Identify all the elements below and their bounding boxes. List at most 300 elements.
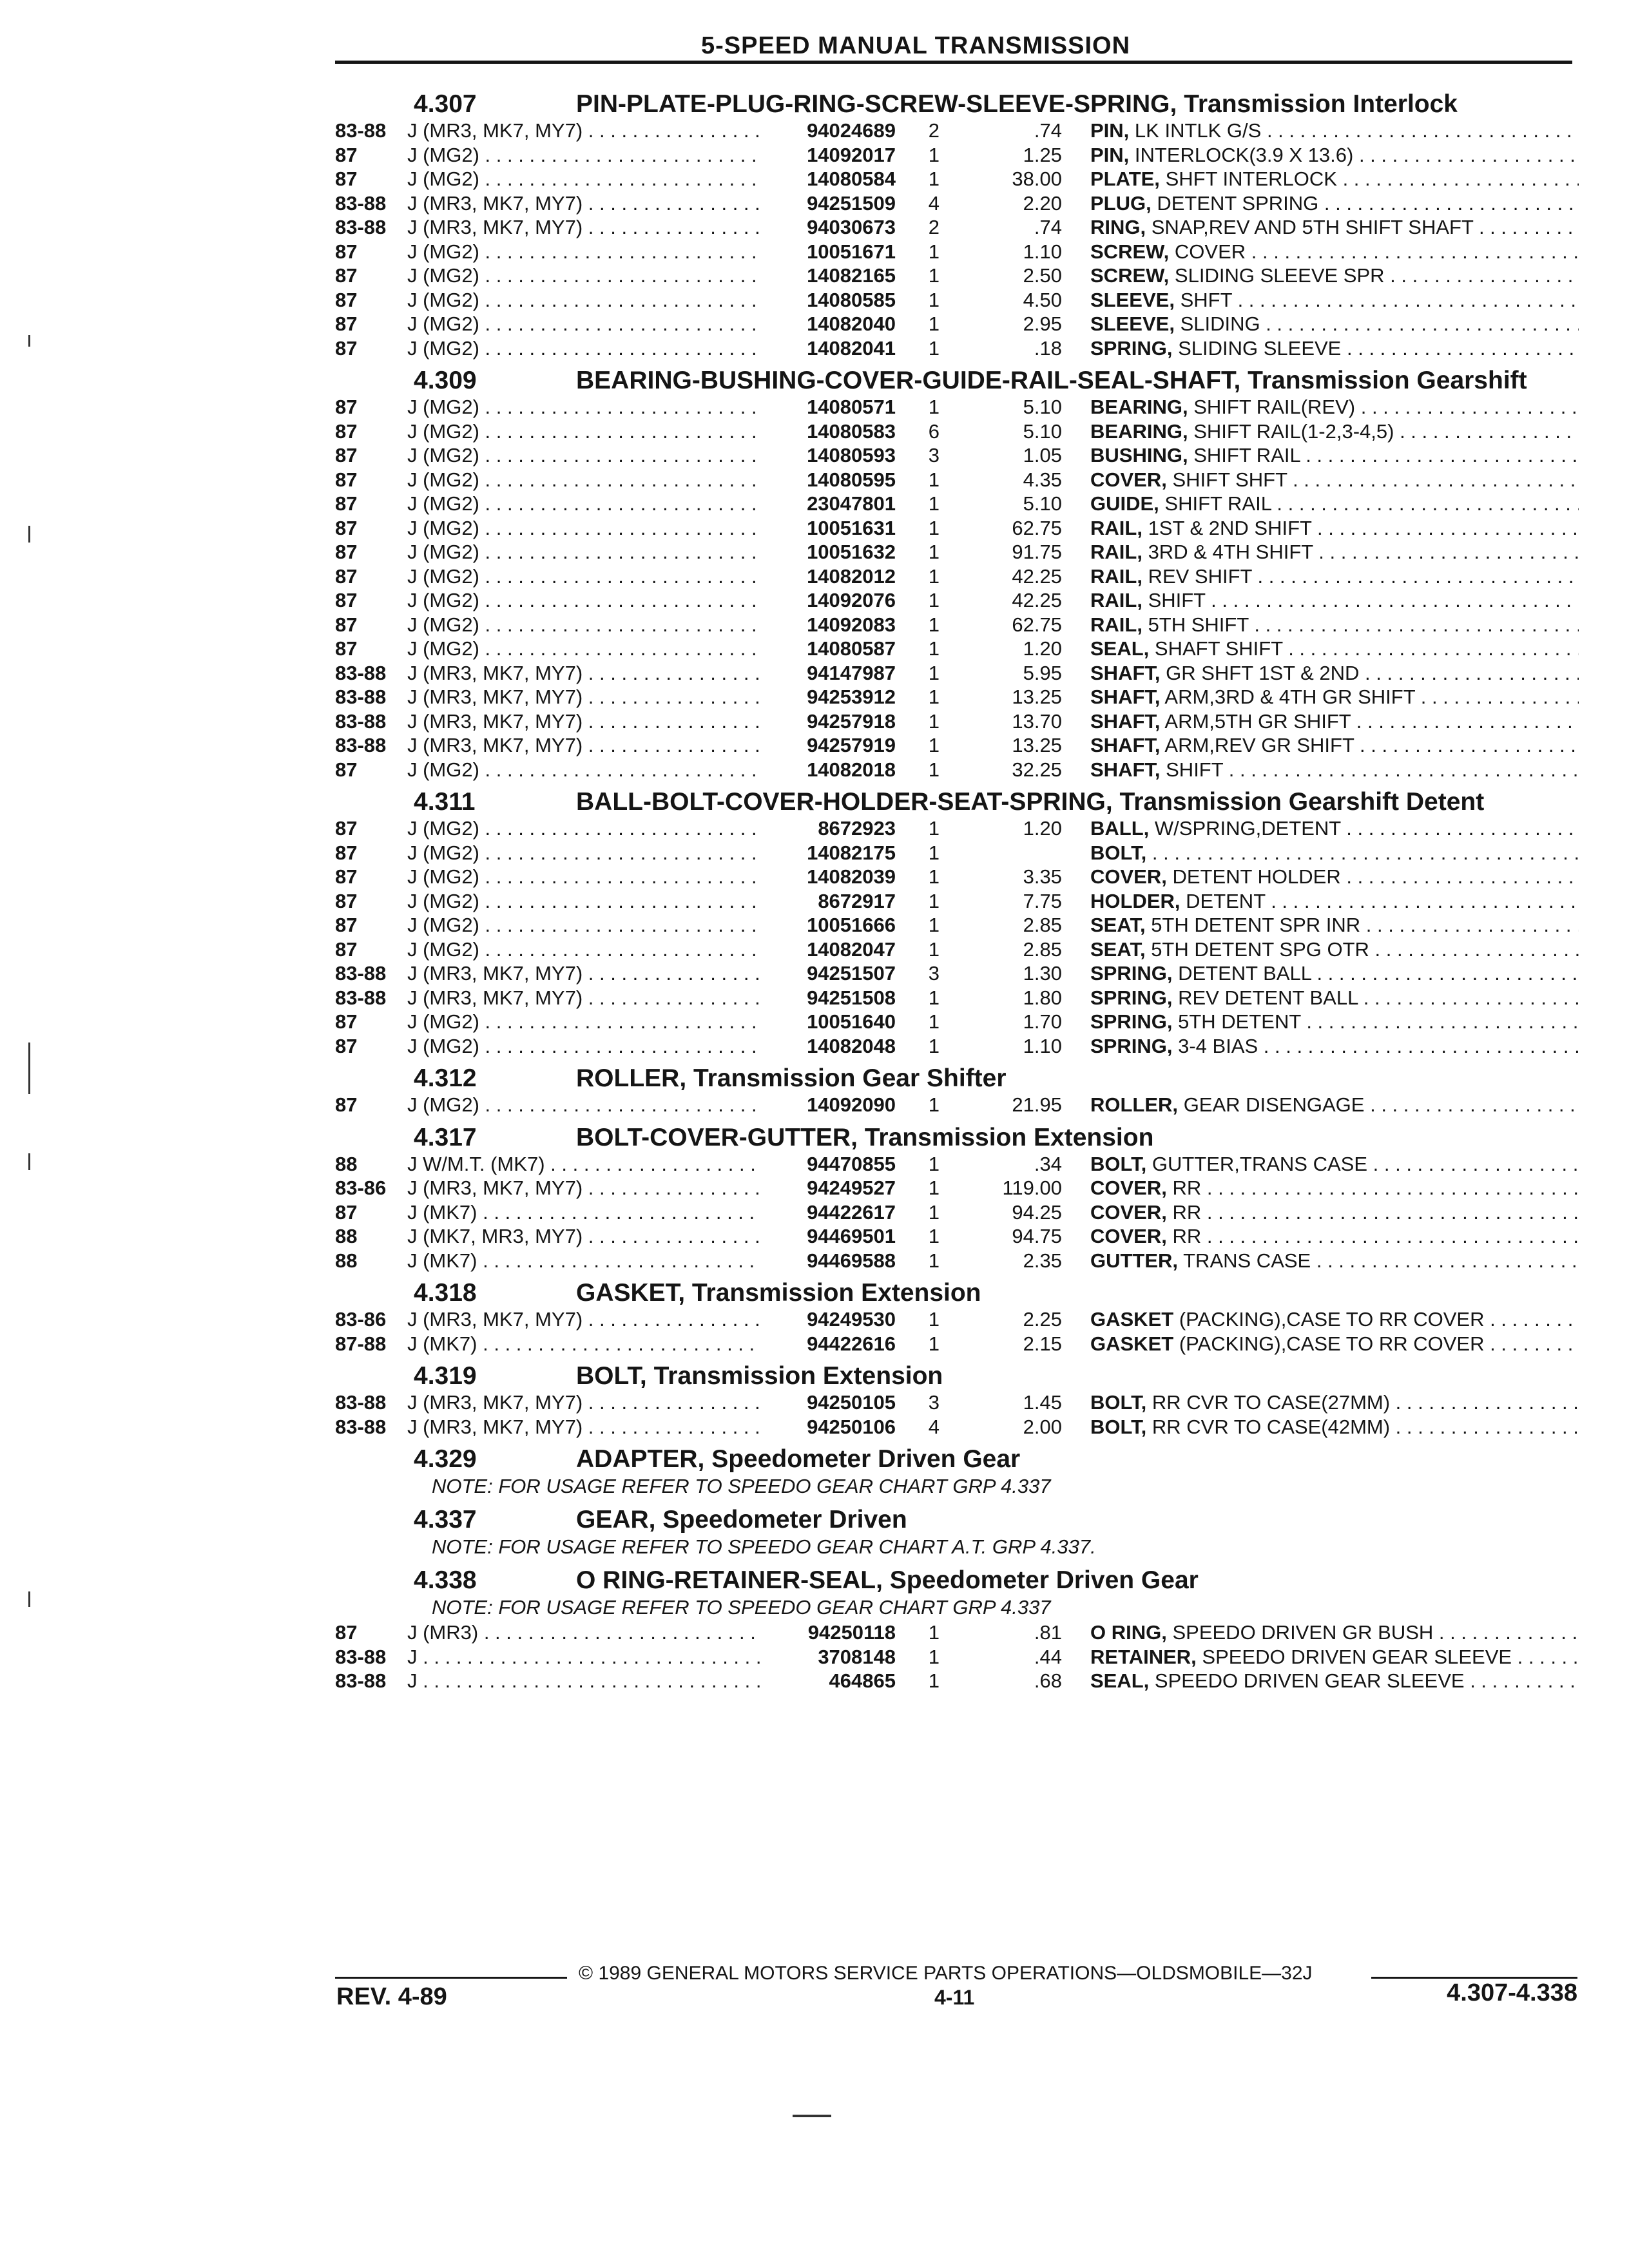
part-number: 94030673 [807,216,896,238]
application: J . . . [407,1645,760,1669]
price: 7.75 [1023,889,1062,912]
part-name: BOLT, [1090,1391,1147,1414]
price: 38.00 [1012,168,1062,190]
part-number: 14092083 [807,613,896,636]
part-number: 14080595 [807,468,896,491]
quantity: 1 [928,288,940,311]
footer-copyright: © 1989 GENERAL MOTORS SERVICE PARTS OPERATIONS—OLDSMOBILE—32J [579,1963,1313,1984]
section-4-329 [335,1445,1579,1499]
section-kind: Transmission Gearshift Detent [1119,788,1485,816]
model-year: 83-88 [335,119,387,142]
description-cell [1062,191,1579,216]
part-number: 464865 [829,1669,896,1692]
part-description: 5TH DETENT SPG OTR . . . [1151,938,1579,961]
part-number: 94422616 [807,1332,896,1355]
model-year: 83-88 [335,1391,387,1414]
part-number: 10051666 [807,914,896,936]
quantity: 1 [928,661,940,684]
table-row [335,1093,1579,1117]
description-cell [1062,733,1579,758]
section-kind: Speedometer Driven Gear [711,1445,1021,1473]
application-cell [407,1176,760,1200]
description-cell [1062,395,1579,419]
description-cell [1062,913,1579,937]
application-cell [407,613,760,637]
model-year: 87 [335,143,358,166]
scan-mark [28,1043,30,1094]
application: J (MG2) . . . [407,395,760,419]
part-number: 14092090 [807,1093,896,1116]
price: 1.20 [1023,817,1062,840]
quantity: 1 [928,758,940,781]
section-4-338 [335,1566,1579,1693]
section-parts: GEAR, [576,1506,656,1533]
part-name: SEAT, [1090,914,1146,936]
part-number: 10051671 [807,240,896,263]
quantity: 3 [928,1391,940,1414]
application: J (MR3, MK7, MY7) . . . [407,709,760,734]
section-parts: GASKET, [576,1279,686,1307]
table-row [335,733,1579,758]
application-cell [407,191,760,216]
part-description: SHAFT SHIFT . . . [1155,637,1579,660]
quantity: 6 [928,419,940,443]
quantity: 1 [928,564,940,588]
part-number: 14082041 [807,336,896,360]
section-4-318 [335,1279,1579,1356]
part-description: DETENT SPRING . . . [1157,192,1579,215]
part-name: SPRING, [1090,1034,1173,1057]
table-row [335,540,1579,564]
part-description: 5TH DETENT . . . [1178,1010,1579,1033]
table-row [335,312,1579,336]
description-cell [1062,661,1579,686]
description-cell [1062,816,1579,841]
part-name: RAIL, [1090,564,1142,588]
price: 94.75 [1012,1225,1062,1247]
price: 1.20 [1023,637,1062,660]
price: 1.10 [1023,1034,1062,1057]
part-description: RR . . . [1172,1177,1579,1199]
section-kind: Transmission Gearshift [1248,367,1527,394]
part-number: 14080571 [807,396,896,418]
application-cell [407,637,760,661]
table-row [335,1249,1579,1273]
model-year: 87 [335,288,358,311]
part-description: INTERLOCK(3.9 X 13.6) . . . [1135,144,1579,166]
description-cell [1062,419,1579,444]
part-number: 94249530 [807,1308,896,1331]
quantity: 4 [928,191,940,215]
description-cell [1062,1415,1579,1439]
table-row [335,1034,1579,1059]
application-cell [407,1620,760,1645]
table-row [335,758,1579,782]
price: 2.85 [1023,914,1062,936]
part-description: ARM,5TH GR SHIFT . . . [1164,710,1579,733]
application: J (MK7) . . . [407,1200,760,1225]
application-cell [407,1224,760,1249]
model-year: 88 [335,1152,358,1175]
application: J (MG2) . . . [407,443,760,468]
table-row [335,419,1579,444]
model-year: 87 [335,264,358,287]
part-description: 3-4 BIAS . . . [1178,1035,1579,1057]
part-number: 94251508 [807,986,896,1009]
footer-revision: REV. 4-89 [336,1983,447,2010]
part-name: SHAFT, [1090,734,1161,756]
part-description: 3RD & 4TH SHIFT . . . [1148,541,1579,563]
part-number: 8672917 [818,889,896,912]
quantity: 1 [928,986,940,1009]
part-number: 94469588 [807,1249,896,1272]
part-description: 1ST & 2ND SHIFT . . . [1148,517,1579,539]
table-row [335,661,1579,686]
part-name: COVER, [1090,865,1167,888]
application: J (MG2) . . . [407,288,760,312]
section-kind: Transmission Gear Shifter [693,1064,1007,1092]
model-year: 87 [335,492,358,515]
price: 1.10 [1023,240,1062,263]
price: 5.95 [1023,661,1062,684]
part-name: SPRING, [1090,986,1173,1009]
part-name: COVER, [1090,1200,1167,1224]
parts-list [335,84,1579,1693]
table-row [335,516,1579,541]
part-name: GASKET [1090,1308,1174,1331]
part-name: PLUG, [1090,191,1152,215]
table-row [335,1332,1579,1356]
application-cell [407,119,760,143]
section-header [335,90,1579,119]
section-title [576,1445,1579,1474]
table-row [335,167,1579,191]
model-year: 87 [335,613,358,636]
section-kind: Transmission Interlock [1184,90,1458,118]
part-number: 94257918 [807,709,896,733]
table-row [335,841,1579,865]
application: J (MK7) . . . [407,1249,760,1273]
model-year: 87 [335,168,358,190]
application: J (MR3, MK7, MY7) . . . [407,661,760,686]
part-description: RR CVR TO CASE(27MM) . . . [1152,1391,1579,1414]
part-name: PLATE, [1090,168,1160,190]
section-number: 4.329 [414,1445,477,1473]
application: J (MG2) . . . [407,816,760,841]
description-cell [1062,336,1579,361]
part-description: DETENT BALL . . . [1178,962,1579,985]
application: J (MG2) . . . [407,492,760,516]
section-title [576,1124,1579,1152]
application-cell [407,540,760,564]
model-year: 87 [335,1621,358,1644]
section-header [335,1566,1579,1595]
part-description: SHIFT SHFT . . . [1172,468,1579,491]
price: 2.00 [1023,1415,1062,1438]
part-name: SCREW, [1090,264,1170,287]
quantity: 1 [928,168,940,190]
quantity: 1 [928,889,940,912]
part-description: ARM,REV GR SHIFT . . . [1164,734,1579,756]
table-row [335,637,1579,661]
section-title [576,1566,1579,1595]
application: J (MG2) . . . [407,1010,760,1034]
part-description [1152,841,1579,864]
application: J (MR3, MK7, MY7) . . . [407,1390,760,1415]
application: J (MR3, MK7, MY7) . . . [407,1415,760,1439]
model-year: 88 [335,1225,358,1247]
part-name: SEAL, [1090,1669,1150,1692]
model-year: 87 [335,444,358,466]
description-cell [1062,961,1579,986]
model-year: 87-88 [335,1332,387,1355]
application-cell [407,443,760,468]
section-kind: Speedometer Driven [662,1506,907,1533]
footer-rule-right [1371,1977,1577,1979]
section-kind: Speedometer Driven Gear [889,1566,1199,1594]
part-description: SPEEDO DRIVEN GEAR SLEEVE . . . [1155,1669,1579,1692]
section-4-311 [335,788,1579,1058]
price: 62.75 [1012,613,1062,636]
table-row [335,191,1579,216]
price: 62.75 [1012,516,1062,539]
application: J . . . [407,1669,760,1693]
application-cell [407,685,760,709]
application: J (MG2) . . . [407,865,760,889]
application-cell [407,1645,760,1669]
quantity: 1 [928,1152,940,1175]
part-number: 14080583 [807,419,896,443]
model-year: 87 [335,312,358,335]
quantity: 1 [928,1332,940,1355]
part-number: 94250118 [807,1621,896,1644]
model-year: 83-88 [335,661,387,684]
part-description: REV SHIFT . . . [1148,565,1579,588]
model-year: 87 [335,589,358,611]
part-name: SPRING, [1090,962,1173,985]
application-cell [407,1669,760,1693]
quantity: 2 [928,119,940,142]
part-number: 10051631 [807,516,896,539]
section-header [335,1124,1579,1152]
part-description: RR . . . [1172,1201,1579,1224]
table-row [335,961,1579,986]
model-year: 83-88 [335,216,387,238]
application-cell [407,468,760,492]
section-4-337 [335,1506,1579,1560]
part-description: GUTTER,TRANS CASE . . . [1152,1153,1579,1175]
part-description: RR CVR TO CASE(42MM) . . . [1152,1416,1579,1438]
description-cell [1062,1093,1579,1117]
model-year: 87 [335,817,358,840]
table-row [335,1645,1579,1669]
section-header [335,788,1579,816]
quantity: 1 [928,1249,940,1272]
part-number: 14082048 [807,1034,896,1057]
part-name: GASKET [1090,1332,1174,1355]
part-description: SLIDING SLEEVE SPR . . . [1175,264,1579,287]
description-cell [1062,1669,1579,1693]
quantity: 1 [928,817,940,840]
application: J (MG2) . . . [407,588,760,613]
scan-mark [793,2115,831,2117]
description-cell [1062,516,1579,541]
section-title [576,1064,1579,1093]
model-year: 83-88 [335,962,387,985]
application: J (MG2) . . . [407,419,760,444]
part-name: COVER, [1090,1177,1167,1199]
application: J (MG2) . . . [407,564,760,589]
part-number: 14092076 [807,589,896,611]
section-parts: BEARING-BUSHING-COVER-GUIDE-RAIL-SEAL-SHAFT, [576,367,1241,394]
description-cell [1062,588,1579,613]
table-row [335,1415,1579,1439]
section-number: 4.319 [414,1362,477,1390]
description-cell [1062,685,1579,709]
table-row [335,1200,1579,1225]
description-cell [1062,1200,1579,1225]
description-cell [1062,443,1579,468]
application-cell [407,516,760,541]
price: 1.45 [1023,1391,1062,1414]
quantity: 1 [928,1621,940,1644]
model-year: 87 [335,419,358,443]
part-description: SLIDING . . . [1181,312,1579,335]
section-parts: PIN-PLATE-PLUG-RING-SCREW-SLEEVE-SPRING, [576,90,1177,118]
model-year: 87 [335,865,358,888]
part-description: SHIFT RAIL . . . [1193,444,1579,466]
section-header [335,1064,1579,1093]
part-name: SHAFT, [1090,709,1161,733]
description-cell [1062,288,1579,312]
table-row [335,1390,1579,1415]
part-number: 94251507 [807,962,896,985]
model-year: 87 [335,564,358,588]
quantity: 1 [928,637,940,660]
application-cell [407,758,760,782]
description-cell [1062,240,1579,264]
part-description: SHIFT RAIL(REV) . . . [1193,396,1579,418]
application: J (MG2) . . . [407,264,760,288]
section-header [335,367,1579,395]
price: 1.30 [1023,962,1062,985]
model-year: 88 [335,1249,358,1272]
part-name: PIN, [1090,119,1130,142]
part-description: DETENT HOLDER . . . [1172,865,1579,888]
description-cell [1062,143,1579,168]
quantity: 1 [928,143,940,166]
part-number: 94250106 [807,1415,896,1438]
section-header [335,1362,1579,1390]
part-name: SEAT, [1090,937,1146,961]
part-name: SHAFT, [1090,758,1161,781]
part-name: SLEEVE, [1090,288,1175,311]
part-number: 10051640 [807,1010,896,1033]
application-cell [407,419,760,444]
table-row [335,1620,1579,1645]
price: 13.25 [1012,734,1062,756]
table-row [335,1152,1579,1177]
section-title [576,1506,1579,1534]
application: J (MK7, MR3, MY7) . . . [407,1224,760,1249]
model-year: 87 [335,1010,358,1033]
application: J (MG2) . . . [407,841,760,865]
application: J (MG2) . . . [407,336,760,361]
table-row [335,1307,1579,1332]
part-number: 14080584 [807,168,896,190]
model-year: 83-88 [335,686,387,708]
quantity: 1 [928,468,940,491]
description-cell [1062,540,1579,564]
model-year: 87 [335,758,358,781]
part-description: DETENT . . . [1186,890,1579,912]
quantity: 1 [928,1669,940,1692]
part-name: O RING, [1090,1621,1167,1644]
quantity: 1 [928,1200,940,1224]
section-title [576,1362,1579,1390]
section-number: 4.307 [414,90,477,118]
application-cell [407,986,760,1010]
model-year: 83-88 [335,1669,387,1692]
application-cell [407,288,760,312]
model-year: 83-88 [335,986,387,1009]
section-parts: BOLT-COVER-GUTTER, [576,1123,858,1151]
part-name: COVER, [1090,1225,1167,1247]
price: .68 [1034,1669,1062,1692]
application-cell [407,143,760,168]
application: J (MR3, MK7, MY7) . . . [407,119,760,143]
quantity: 1 [928,686,940,708]
section-parts: BOLT, [576,1362,647,1390]
part-name: BOLT, [1090,1152,1147,1175]
price: 3.35 [1023,865,1062,888]
description-cell [1062,889,1579,914]
section-4-307 [335,90,1579,360]
application-cell [407,264,760,288]
application: J (MR3, MK7, MY7) . . . [407,1307,760,1332]
section-4-317 [335,1124,1579,1273]
part-name: BEARING, [1090,396,1188,418]
section-header [335,1279,1579,1307]
part-name: BOLT, [1090,1415,1147,1438]
part-number: 94250105 [807,1391,896,1414]
application: J (MG2) . . . [407,937,760,962]
application: J (MG2) . . . [407,167,760,191]
model-year: 87 [335,937,358,961]
part-description: REV DETENT BALL . . . [1178,986,1579,1009]
part-number: 14082175 [807,841,896,864]
part-description: RR . . . [1172,1225,1579,1247]
model-year: 83-86 [335,1308,387,1331]
part-name: SPRING, [1090,336,1173,360]
price: 4.35 [1023,468,1062,491]
model-year: 87 [335,1093,358,1116]
application: J (MR3, MK7, MY7) . . . [407,961,760,986]
part-number: 3708148 [818,1645,896,1668]
part-name: SCREW, [1090,240,1170,263]
part-description: SHFT INTERLOCK . . . [1166,168,1579,190]
table-row [335,336,1579,361]
part-description: SHFT . . . [1181,289,1579,311]
application-cell [407,215,760,240]
part-description: ARM,3RD & 4TH GR SHIFT . . . [1164,686,1579,708]
part-name: SLEEVE, [1090,312,1175,335]
section-number: 4.317 [414,1123,477,1151]
description-cell [1062,1176,1579,1200]
part-name: RAIL, [1090,516,1142,539]
application: J (MG2) . . . [407,913,760,937]
description-cell [1062,937,1579,962]
